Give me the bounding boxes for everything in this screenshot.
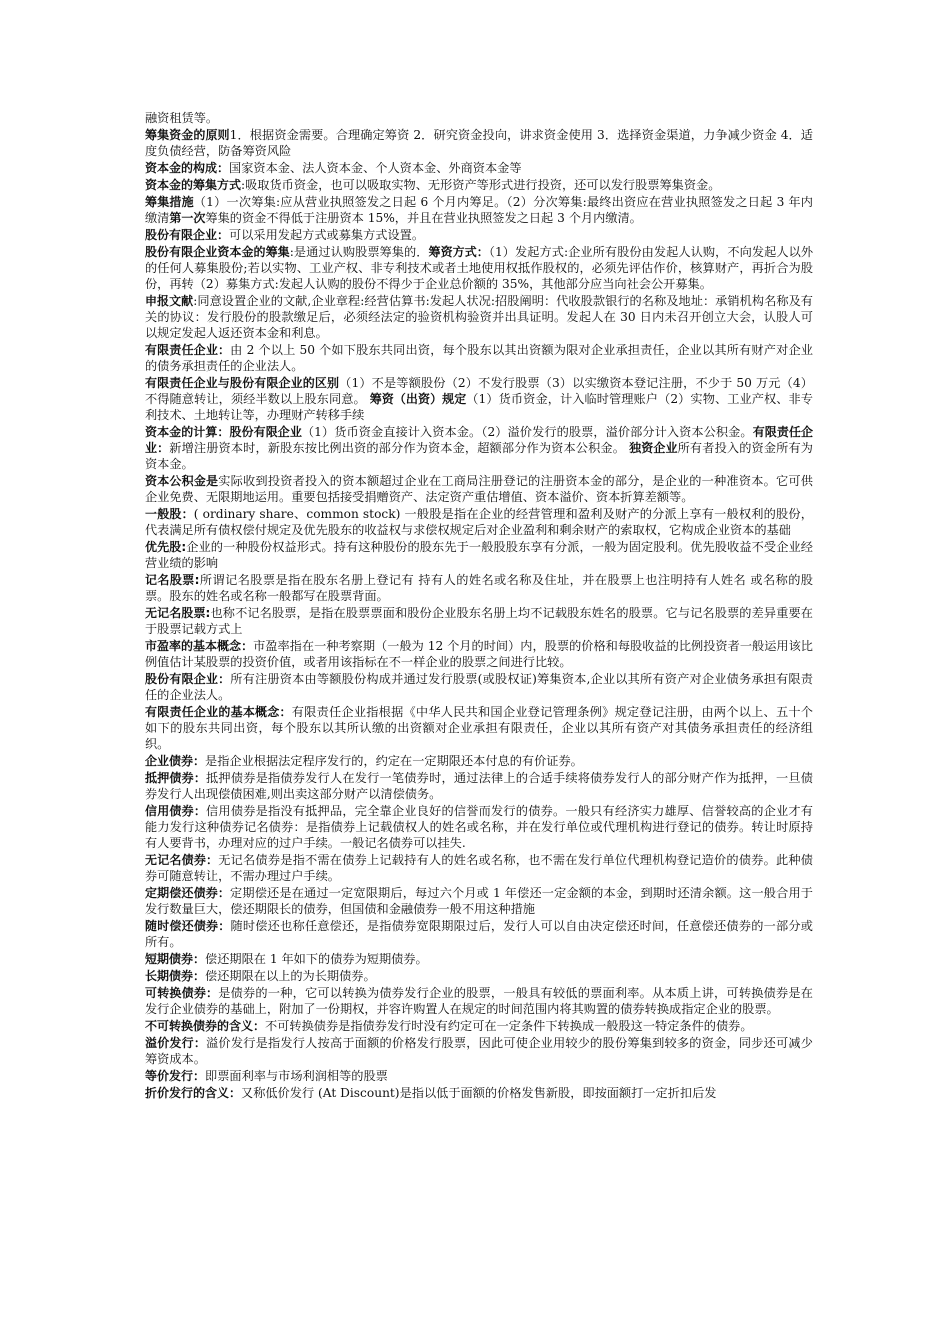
term-heading: 股份有限企业： — [145, 672, 231, 686]
paragraph — [145, 194, 813, 226]
paragraph-text: （1）不是等额股份（2）不发行股票（3）以实缴资本登记注册，不少于 50 万元（4）不得随意转让，须经半数以上股东同意。 — [145, 376, 813, 406]
paragraph-text: 所有者投入的资金所有为资本金。 — [145, 441, 813, 471]
paragraph-text: ( ordinary share、common stock) 一般股是指在企业的经营管理和盈利及财产的分派上享有一般权利的股份，代表满足所有债权偿付规定及优先股东的收益权与求偿权规定后对企业盈利和剩余财产的索取权，它构成企业资本的基础 — [145, 507, 813, 537]
paragraph-text: 市盈率指在一种考察期（一般为 12 个月的时间）内，股票的价格和每股收益的比例投资者一般运用该比例值估计某股票的投资价值，或者用该指标在不一样企业的股票之间进行比较。 — [145, 639, 813, 669]
paragraph-text: （1）货币资金，计入临时管理账户（2）实物、工业产权、非专利技术、土地转让等，办理财产转移手续 — [145, 392, 813, 422]
term-heading: 筹集资金的原则 — [145, 128, 230, 142]
paragraph-text: 即票面利率与市场利润相等的股票 — [205, 1069, 388, 1083]
paragraph-text: 实际收到投资者投入的资本额超过企业在工商局注册登记的注册资本金的部分，是企业的一种准资本。它可供企业免费、无限期地运用。重要包括接受捐赠资产、法定资产重估增值、资本溢价、资本折算差额等。 — [145, 474, 813, 504]
term-heading: 资本金的计算： — [145, 425, 230, 439]
paragraph-text: 有限责任企业指根据《中华人民共和国企业登记管理条例》规定登记注册，由两个以上、五十个如下的股东共同出资，每个股东以其所认缴的出资额对企业承担有限责任，企业以其所有资产对其债务承担责任的经济组织。 — [145, 705, 813, 751]
term-heading: 随时偿还债券： — [145, 919, 231, 933]
paragraph-text: 也称不记名股票，是指在股票票面和股份企业股东名册上均不记载股东姓名的股票。它与记名股票的差异重要在于股票记载方式上 — [145, 606, 813, 636]
paragraph — [145, 127, 813, 159]
paragraph-text: （1）发起方式:企业所有股份由发起人认购，不向发起人以外的任何人募集股份;若以实物、工业产权、非专利技术或者土地使用权抵作股权的，必须先评估作价，核算财产，再折合为股份，再转（2）募集方式:发起人认购的股份不得少于企业总价额的 35%，其他部分应当向社会公开募集。 — [145, 245, 814, 291]
term-heading: 溢价发行： — [145, 1036, 207, 1050]
term-heading: 申报文献 — [145, 294, 194, 308]
term-heading: 等价发行： — [145, 1069, 206, 1083]
term-heading: 筹集措施 — [145, 195, 194, 209]
paragraph — [145, 770, 813, 802]
paragraph — [145, 177, 813, 193]
paragraph — [145, 110, 813, 126]
paragraph-text: 信用债券是指没有抵押品，完全靠企业良好的信誉而发行的债券。一般只有经济实力雄厚、信誉较高的企业才有能力发行这种债券记名债券：是指债券上记载债权人的姓名或名称，并在发行单位或代理机构进行登记的债券。转让时原持有人要背书，办理对应的过户手续。一般记名债券可以挂失. — [145, 804, 813, 850]
paragraph-text: 融资租赁等。 — [145, 111, 219, 125]
term-heading: 市盈率的基本概念： — [145, 639, 254, 653]
term-heading: 资本金的构成： — [145, 161, 230, 175]
paragraph — [145, 375, 813, 423]
paragraph-text: 所谓记名股票是指在股东名册上登记有 持有人的姓名或名称及住址，并在股票上也注明持有人姓名 或名称的股票。股东的姓名或名称一般都写在股票背面。 — [145, 573, 813, 603]
paragraph — [145, 1018, 813, 1034]
term-heading: 筹资方式： — [428, 245, 489, 259]
term-heading: 筹资（出资）规定 — [369, 392, 467, 406]
paragraph — [145, 638, 813, 670]
paragraph-text: 偿还期限在 1 年如下的债券为短期债券。 — [205, 952, 428, 966]
term-heading: 定期偿还债券： — [145, 886, 231, 900]
paragraph-text: 又称低价发行 (At Discount)是指以低于面额的价格发售新股，即按面额打一定折扣后发 — [241, 1086, 717, 1100]
paragraph — [145, 605, 813, 637]
paragraph-text: :是通过认购股票筹集的． — [289, 245, 429, 259]
paragraph-text: 抵押债券是指债券发行人在发行一笔债券时，通过法律上的合适手续将债券发行人的部分财产作为抵押，一旦债券发行人出现偿债困难,则出卖这部分财产以清偿债务。 — [145, 771, 813, 801]
paragraph-text: 随时偿还也称任意偿还，是指债券宽限期限过后，发行人可以自由决定偿还时间，任意偿还债券的一部分或所有。 — [145, 919, 813, 949]
paragraph — [145, 704, 813, 752]
term-heading: 有限责任企业的基本概念： — [145, 705, 292, 719]
paragraph-text: 定期偿还是在通过一定宽限期后，每过六个月或 1 年偿还一定金额的本金，到期时还清余额。这一般合用于发行数量巨大，偿还期限长的债券，但国债和金融债券一般不用这种措施 — [145, 886, 813, 916]
paragraph-text: 偿还期限在以上的为长期债券。 — [205, 969, 376, 983]
term-heading: 第一次 — [169, 211, 206, 225]
paragraph — [145, 852, 813, 884]
paragraph — [145, 803, 813, 851]
paragraph-text: 溢价发行是指发行人按高于面额的价格发行股票，因此可使企业用较少的股份筹集到较多的资金，同步还可减少筹资成本。 — [145, 1036, 813, 1066]
term-heading: 信用债券： — [145, 804, 207, 818]
term-heading: 短期债券： — [145, 952, 206, 966]
term-heading: 无记名债券： — [145, 853, 219, 867]
paragraph-text: （1）一次筹集:应从营业执照签发之日起 6 个月内筹足。（2）分次筹集:最终出资应在营业执照签发之日起 3 年内缴清 — [145, 195, 813, 225]
paragraph-text: 可以采用发起方式或募集方式设置。 — [229, 228, 425, 242]
paragraph — [145, 1035, 813, 1067]
paragraph-text: 所有注册资本由等额股份构成并通过发行股票(或股权证)筹集资本,企业以其所有资产对企业债务承担有限责任的企业法人。 — [145, 672, 813, 702]
term-heading: 记名股票: — [145, 573, 200, 587]
paragraph-text: 1．根据资金需要。合理确定筹资 2．研究资金投向，讲求资金使用 3．选择资金渠道，力争减少资金 4．适度负债经营，防备筹资风险 — [145, 128, 813, 158]
term-heading: 不可转换债券的含义： — [145, 1019, 266, 1033]
paragraph — [145, 342, 813, 374]
paragraph-text: 新增注册资本时，新股东按比例出资的部分作为资本金，超额部分作为资本公积金。 — [169, 441, 630, 455]
paragraph — [145, 918, 813, 950]
term-heading: 有限责任企业： — [145, 343, 231, 357]
term-heading: 一般股： — [145, 507, 194, 521]
term-heading: 资本金的筹集方式 — [145, 178, 242, 192]
paragraph — [145, 539, 813, 571]
term-heading: 股份有限企业： — [145, 228, 230, 242]
paragraph — [145, 885, 813, 917]
document-body — [145, 110, 813, 1102]
paragraph — [145, 572, 813, 604]
paragraph-text: （1）货币资金直接计入资本金。（2）溢价发行的股票，溢价部分计入资本公积金。 — [301, 425, 753, 439]
paragraph-text: :吸取货币资金，也可以吸取实物、无形资产等形式进行投资，还可以发行股票筹集资金。 — [241, 178, 721, 192]
term-heading: 独资企业 — [629, 441, 678, 455]
paragraph — [145, 473, 813, 505]
paragraph — [145, 985, 813, 1017]
term-heading: 无记名股票: — [145, 606, 211, 620]
paragraph — [145, 506, 813, 538]
term-heading: 长期债券： — [145, 969, 206, 983]
paragraph — [145, 671, 813, 703]
term-heading: 股份有限企业资本金的筹集 — [145, 245, 290, 259]
paragraph-text: 是指企业根据法定程序发行的，约定在一定期限还本付息的有价证券。 — [205, 754, 583, 768]
term-heading: 可转换债券： — [145, 986, 219, 1000]
term-heading: 股份有限企业 — [229, 425, 302, 439]
paragraph-text: :同意设置企业的文献,企业章程:经营估算书:发起人状况:招股阐明：代收股款银行的名称及地址：承销机构名称及有关的协议：发行股份的股款缴足后，必须经法定的验资机构验资并出具证明。发起人在 30 日内未召开创立大会，认股人可以规定发起人返还资本金和利息。 — [145, 294, 813, 340]
paragraph — [145, 968, 813, 984]
paragraph-text: 筹集的资金不得低于注册资本 15%，并且在营业执照签发之日起 3 个月内缴清。 — [205, 211, 642, 225]
paragraph — [145, 160, 813, 176]
paragraph-text: 由 2 个以上 50 个如下股东共同出资，每个股东以其出资额为限对企业承担责任，企业以其所有财产对企业的债务承担责任的企业法人。 — [145, 343, 813, 373]
paragraph-text: 无记名债券是指不需在债券上记载持有人的姓名或名称，也不需在发行单位代理机构登记造价的债券。此种债券可随意转让，不需办理过户手续。 — [145, 853, 813, 883]
term-heading: 优先股: — [145, 540, 187, 554]
paragraph — [145, 1085, 813, 1101]
term-heading: 有限责任企业： — [145, 425, 813, 455]
paragraph — [145, 951, 813, 967]
paragraph — [145, 244, 813, 292]
term-heading: 企业债券： — [145, 754, 206, 768]
paragraph — [145, 753, 813, 769]
term-heading: 资本公积金是 — [145, 474, 219, 488]
paragraph-text: 国家资本金、法人资本金、个人资本金、外商资本金等 — [229, 161, 522, 175]
paragraph — [145, 227, 813, 243]
term-heading: 有限责任企业与股份有限企业的区别 — [145, 376, 340, 390]
paragraph-text: 是债券的一种，它可以转换为债券发行企业的股票，一般具有较低的票面利率。从本质上讲，可转换债券是在发行企业债券的基础上，附加了一份期权，并容许购置人在规定的时间范围内将其购置的债券转换成指定企业的股票。 — [145, 986, 813, 1016]
term-heading: 抵押债券： — [145, 771, 207, 785]
paragraph — [145, 424, 813, 472]
paragraph — [145, 1068, 813, 1084]
term-heading: 折价发行的含义： — [145, 1086, 242, 1100]
paragraph — [145, 293, 813, 341]
paragraph-text: 企业的一种股份权益形式。持有这种股份的股东先于一般股股东享有分派，一般为固定股利。优先股收益不受企业经营业绩的影响 — [145, 540, 813, 570]
paragraph-text: 不可转换债券是指债券发行时没有约定可在一定条件下转换成一般股这一特定条件的债券。 — [265, 1019, 753, 1033]
